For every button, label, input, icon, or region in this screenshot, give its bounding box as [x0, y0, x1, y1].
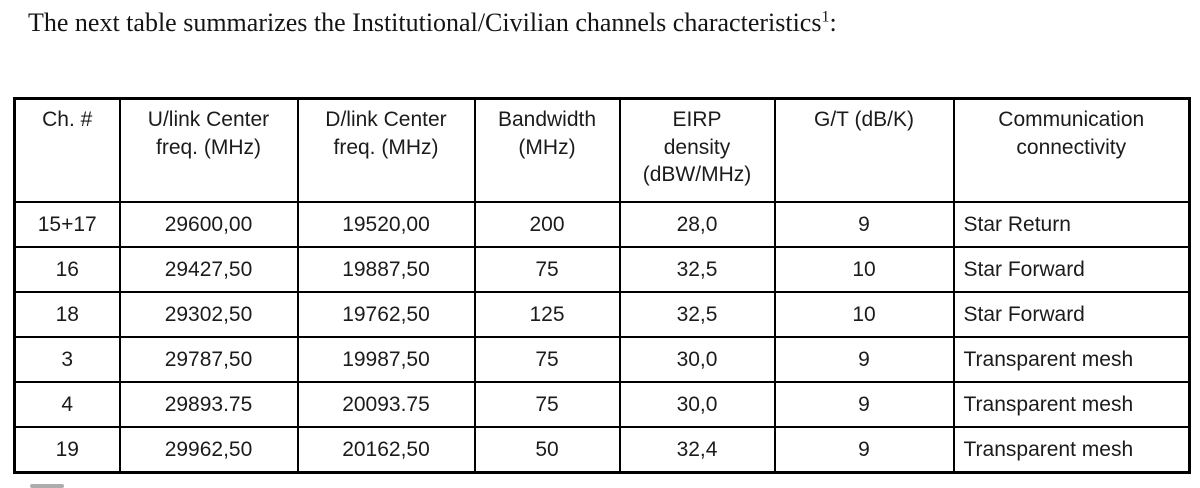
table-row	[15, 202, 1190, 247]
title-text: The next table summarizes the Institutional/Civilian channels characteristics	[28, 8, 822, 37]
cell-channel: 4	[15, 382, 120, 427]
cell-channel: 16	[15, 247, 120, 292]
cell-connectivity: Star Forward	[954, 292, 1190, 337]
cell-uplink-freq: 29302,50	[120, 292, 298, 337]
cell-connectivity: Transparent mesh	[954, 337, 1190, 382]
cell-downlink-freq: 19520,00	[298, 202, 475, 247]
cell-uplink-freq: 29787,50	[120, 337, 298, 382]
cell-gt: 9	[775, 202, 954, 247]
cell-downlink-freq: 19987,50	[298, 337, 475, 382]
cell-bandwidth: 75	[475, 382, 620, 427]
column-header-connectivity: Communication connectivity	[954, 99, 1190, 203]
footnote-cutoff-mark	[30, 484, 64, 488]
column-header-gt: G/T (dB/K)	[775, 99, 954, 203]
cell-channel: 3	[15, 337, 120, 382]
cell-bandwidth: 200	[475, 202, 620, 247]
cell-channel: 19	[15, 427, 120, 473]
cell-channel: 18	[15, 292, 120, 337]
cell-bandwidth: 75	[475, 337, 620, 382]
cell-connectivity: Transparent mesh	[954, 427, 1190, 473]
cell-gt: 9	[775, 337, 954, 382]
cell-connectivity: Transparent mesh	[954, 382, 1190, 427]
cell-gt: 10	[775, 247, 954, 292]
title-footnote-ref: 1	[821, 8, 830, 26]
column-header-downlink-freq: D/link Center freq. (MHz)	[298, 99, 475, 203]
table-row	[15, 427, 1190, 473]
cell-connectivity: Star Forward	[954, 247, 1190, 292]
column-header-channel: Ch. #	[15, 99, 120, 203]
cell-downlink-freq: 20093.75	[298, 382, 475, 427]
column-header-uplink-freq: U/link Center freq. (MHz)	[120, 99, 298, 203]
cell-gt: 9	[775, 427, 954, 473]
cell-gt: 9	[775, 382, 954, 427]
cell-uplink-freq: 29962,50	[120, 427, 298, 473]
column-header-eirp-density: EIRP density (dBW/MHz)	[620, 99, 775, 203]
cell-eirp-density: 30,0	[620, 382, 775, 427]
title-colon: :	[829, 8, 837, 37]
cell-bandwidth: 75	[475, 247, 620, 292]
channels-table	[13, 97, 1191, 474]
column-header-bandwidth: Bandwidth (MHz)	[475, 99, 620, 203]
cell-eirp-density: 32,5	[620, 247, 775, 292]
table-row	[15, 337, 1190, 382]
cell-downlink-freq: 19887,50	[298, 247, 475, 292]
table-row	[15, 292, 1190, 337]
cell-eirp-density: 32,5	[620, 292, 775, 337]
table-header-row	[15, 99, 1190, 203]
cell-downlink-freq: 20162,50	[298, 427, 475, 473]
cell-uplink-freq: 29893.75	[120, 382, 298, 427]
cell-eirp-density: 32,4	[620, 427, 775, 473]
cell-channel: 15+17	[15, 202, 120, 247]
cell-bandwidth: 50	[475, 427, 620, 473]
cell-bandwidth: 125	[475, 292, 620, 337]
cell-gt: 10	[775, 292, 954, 337]
cell-downlink-freq: 19762,50	[298, 292, 475, 337]
cell-uplink-freq: 29427,50	[120, 247, 298, 292]
cell-uplink-freq: 29600,00	[120, 202, 298, 247]
cell-connectivity: Star Return	[954, 202, 1190, 247]
table-row	[15, 247, 1190, 292]
cell-eirp-density: 30,0	[620, 337, 775, 382]
page-title	[28, 6, 837, 40]
table-row	[15, 382, 1190, 427]
cell-eirp-density: 28,0	[620, 202, 775, 247]
